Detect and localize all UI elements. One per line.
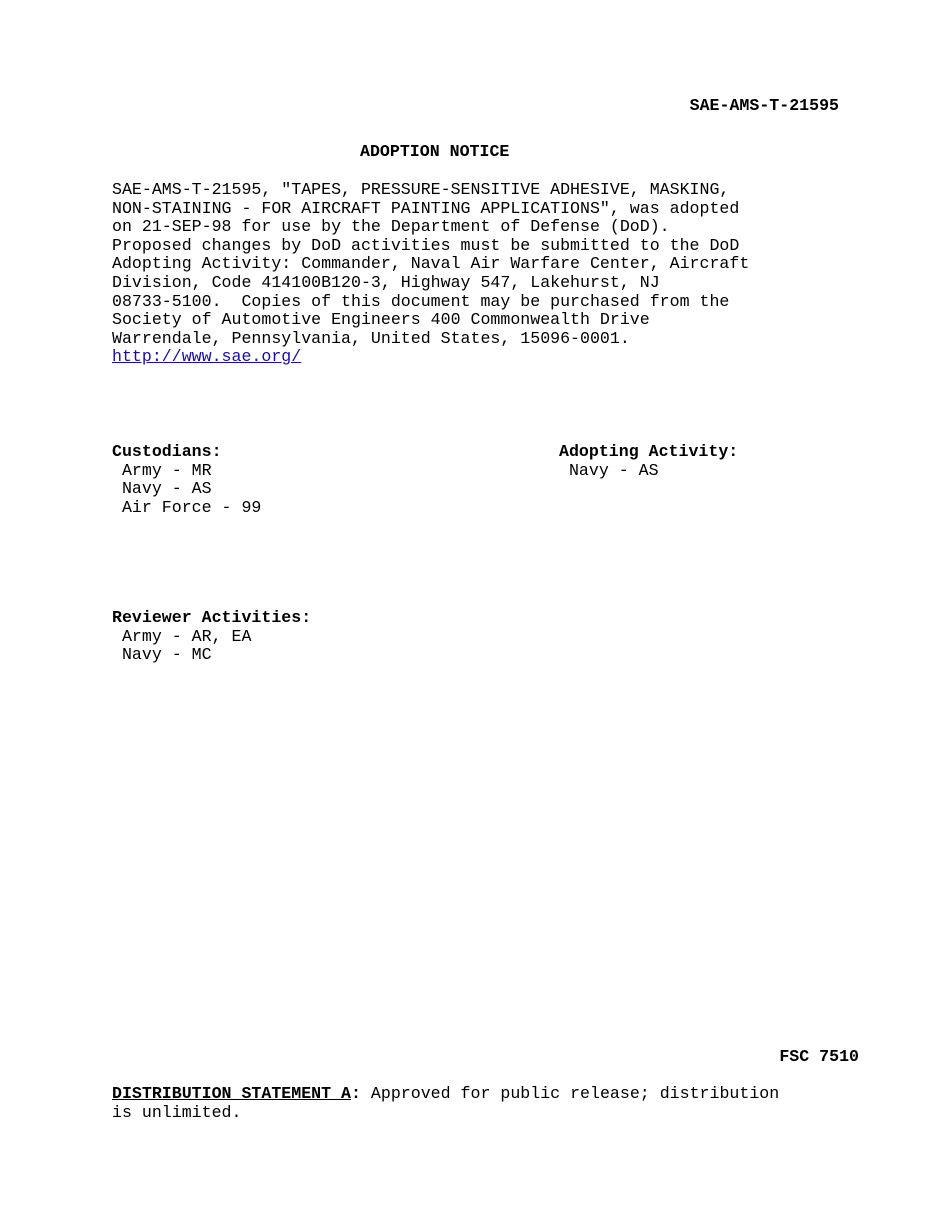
notice-body [112, 181, 749, 367]
notice-line: Warrendale, Pennsylvania, United States, 15096-0001. [112, 328, 630, 348]
adopting-activity-label: Adopting Activity: [559, 442, 739, 461]
notice-line: SAE-AMS-T-21595, "TAPES, PRESSURE-SENSITIVE ADHESIVE, MASKING, [112, 180, 730, 199]
fsc-code: FSC 7510 [779, 1047, 859, 1066]
notice-line: 08733-5100. Copies of this document may be purchased from the [112, 291, 730, 311]
notice-line: Adopting Activity: Commander, Naval Air Warfare Center, Aircraft [112, 254, 750, 274]
notice-line: Division, Code 414100B120-3, Highway 547, Lakehurst, NJ [112, 272, 660, 292]
reviewer-activities-section [112, 609, 311, 665]
document-number: SAE-AMS-T-21595 [689, 96, 839, 115]
notice-title: ADOPTION NOTICE [360, 142, 510, 161]
custodian-item: Army - MR [112, 460, 212, 480]
notice-line: on 21-SEP-98 for use by the Department of Defense (DoD). [112, 217, 670, 237]
custodians-label: Custodians: [112, 442, 222, 461]
custodian-item: Navy - AS [112, 479, 212, 499]
reviewer-item: Army - AR, EA [112, 626, 252, 646]
notice-line: NON-STAINING - FOR AIRCRAFT PAINTING APPLICATIONS", was adopted [112, 198, 740, 218]
reviewer-activities-label: Reviewer Activities: [112, 608, 312, 627]
distribution-statement [112, 1084, 779, 1122]
distribution-text-continued: is unlimited. [112, 1103, 242, 1122]
custodians-section [112, 443, 261, 518]
adopting-activity-section [559, 443, 738, 480]
reviewer-item: Navy - MC [112, 645, 212, 665]
distribution-text: Approved for public release; distribution [360, 1084, 780, 1103]
sae-website-link[interactable]: http://www.sae.org/ [112, 347, 302, 367]
custodian-item: Air Force - 99 [112, 498, 262, 518]
adopting-activity-item: Navy - AS [559, 460, 659, 480]
notice-line: Proposed changes by DoD activities must be submitted to the DoD [112, 235, 740, 255]
distribution-label: DISTRIBUTION STATEMENT A [112, 1084, 351, 1103]
notice-line: Society of Automotive Engineers 400 Commonwealth Drive [112, 310, 650, 330]
distribution-separator: : [351, 1084, 361, 1103]
